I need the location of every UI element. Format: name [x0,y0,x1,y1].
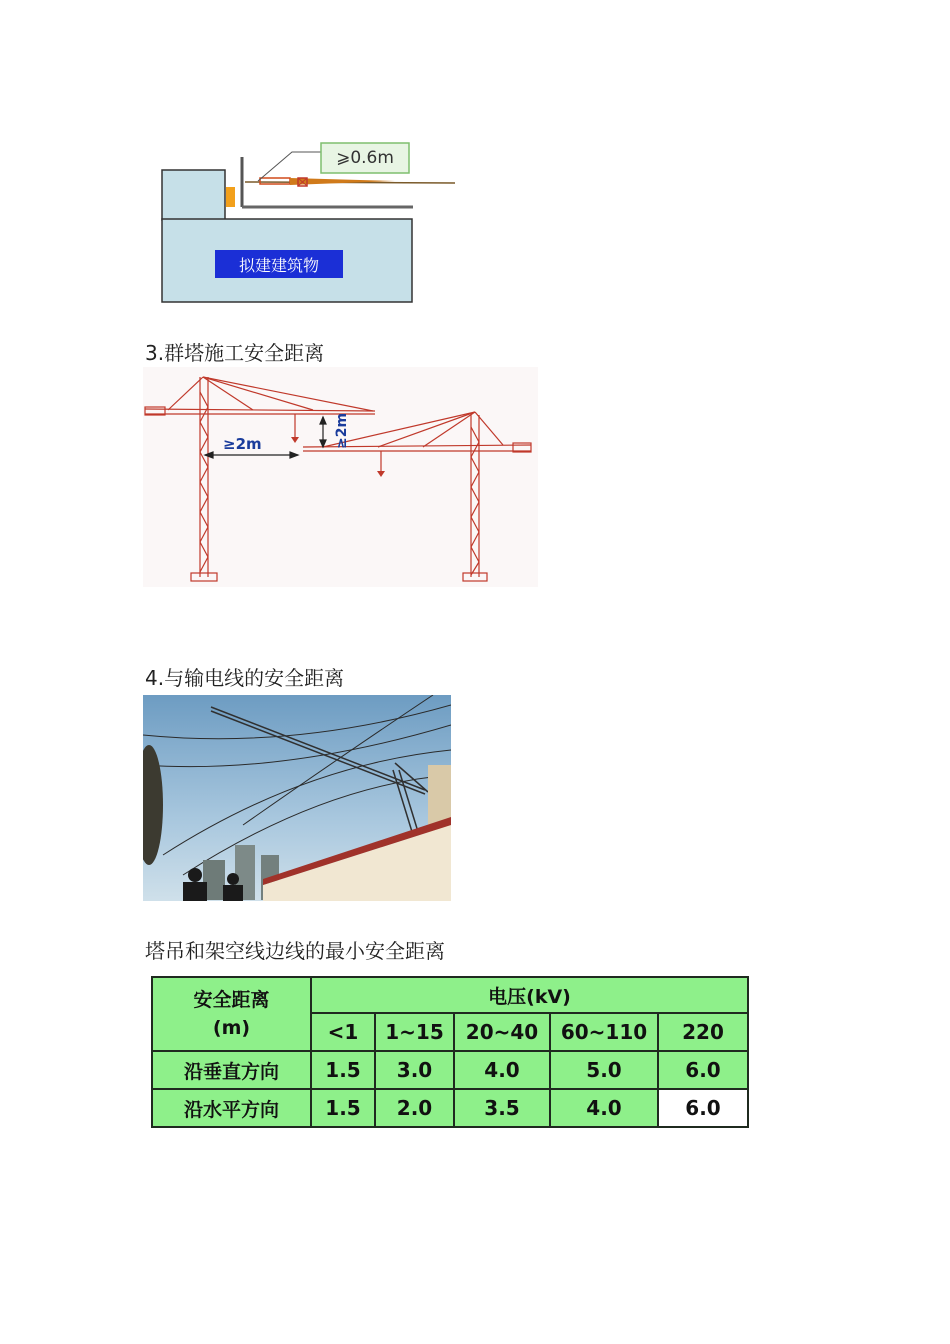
distance-label: ⩾0.6m [336,148,394,168]
section3-heading: 3.群塔施工安全距离 [145,341,325,365]
person-1-head [188,868,202,882]
voltage-col-5: 220 [658,1013,748,1051]
building-label: 拟建建筑物 [238,256,320,275]
table-cell: 3.0 [375,1051,454,1089]
table-cell: 1.5 [311,1089,375,1127]
header-voltage: 电压(kV) [311,977,748,1013]
row-label-horizontal: 沿水平方向 [152,1089,311,1127]
group-crane-diagram [143,367,538,587]
leader-line [258,152,322,181]
wall-attachment [226,187,235,207]
voltage-col-1: <1 [311,1013,375,1051]
table-cell: 4.0 [550,1089,658,1127]
crane-jib-segment [260,178,290,184]
table-cell: 4.0 [454,1051,550,1089]
table-cell: 6.0 [658,1089,748,1127]
vertical-distance-label: ≥2m [334,412,350,449]
header-safety-distance-label: 安全距离 [193,989,270,1011]
person-2-body [223,885,243,901]
person-2-head [227,873,239,885]
existing-building-upper [162,170,225,220]
crane-powerline-svg [143,695,451,901]
voltage-col-2: 1~15 [375,1013,454,1051]
table-cell: 3.5 [454,1089,550,1127]
table-row [152,1089,748,1127]
group-crane-svg [143,367,538,587]
voltage-col-3: 20~40 [454,1013,550,1051]
header-unit-label: (m) [212,1017,251,1039]
voltage-col-4: 60~110 [550,1013,658,1051]
table-cell: 2.0 [375,1089,454,1127]
table-row [152,1051,748,1089]
safety-distance-table [151,976,749,1128]
section4-heading: 4.与输电线的安全距离 [145,666,345,690]
table-heading: 塔吊和架空线边线的最小安全距离 [145,939,445,963]
table-cell: 5.0 [550,1051,658,1089]
person-1-body [183,882,207,901]
table-cell: 6.0 [658,1051,748,1089]
building-clearance-svg [150,135,470,315]
table-cell: 1.5 [311,1051,375,1089]
row-label-vertical: 沿垂直方向 [152,1051,311,1089]
crane-powerline-photo [143,695,451,901]
horizontal-distance-label: ≥2m [223,435,262,453]
header-safety-distance [152,977,311,1051]
building-clearance-diagram [150,135,470,315]
